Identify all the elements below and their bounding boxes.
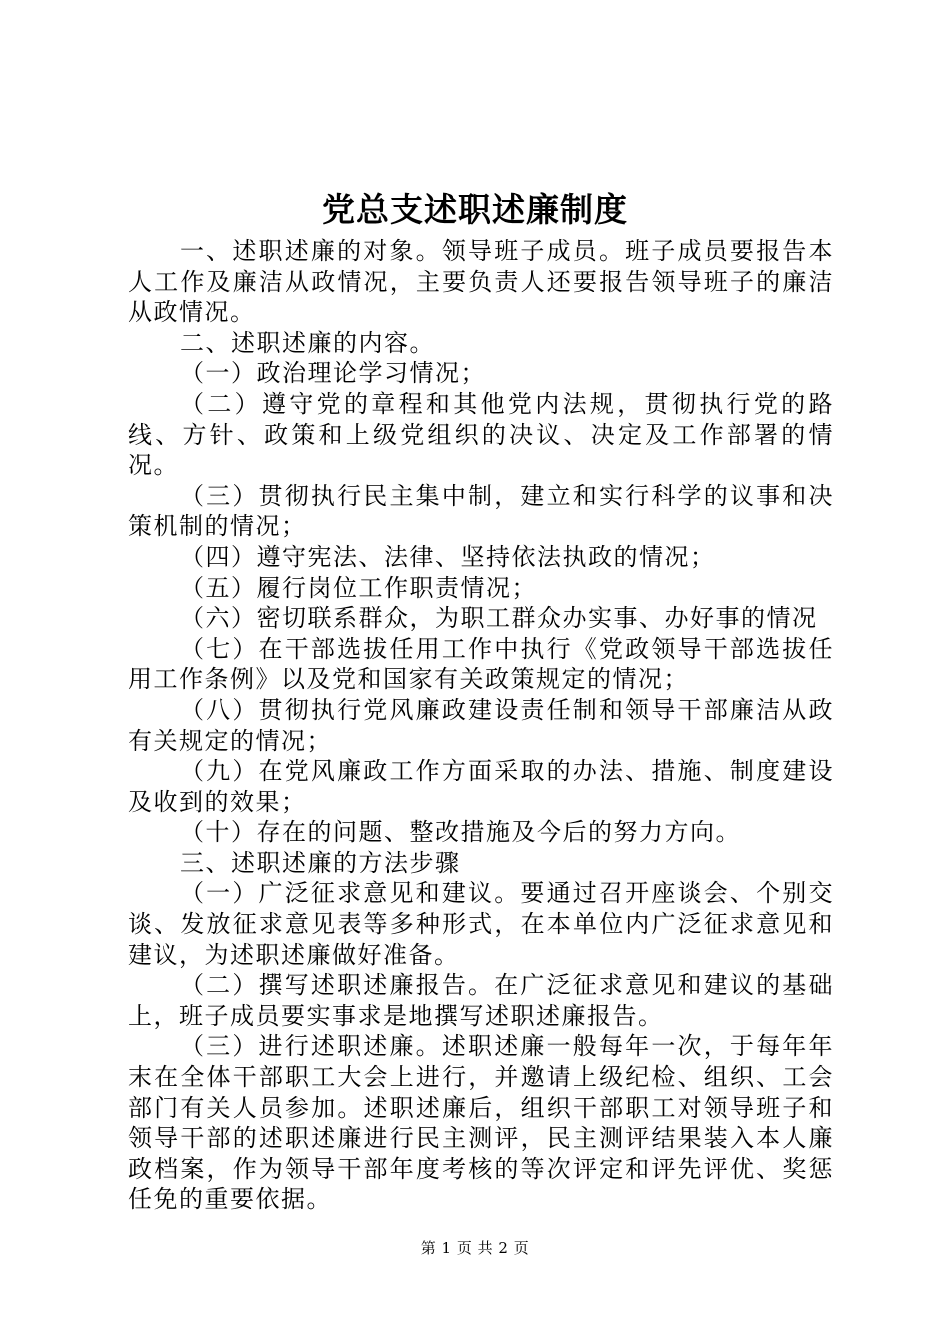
list-item: （二）遵守党的章程和其他党内法规，贯彻执行党的路线、方针、政策和上级党组织的决议、决定及工作部署的情况。 bbox=[128, 389, 834, 480]
list-item: （九）在党风廉政工作方面采取的办法、措施、制度建设及收到的效果； bbox=[128, 757, 834, 816]
page-footer: 第 1 页 共 2 页 bbox=[420, 1239, 530, 1257]
list-item: （十）存在的问题、整改措施及今后的努力方向。 bbox=[180, 818, 741, 847]
list-item: （一）政治理论学习情况； bbox=[180, 359, 486, 388]
section-heading: 二、述职述廉的内容。 bbox=[180, 328, 435, 357]
section-heading: 三、述职述廉的方法步骤 bbox=[180, 848, 461, 877]
list-item: （三）进行述职述廉。述职述廉一般每年一次，于每年年末在全体干部职工大会上进行，并邀请上级纪检、组织、工会部门有关人员参加。述职述廉后，组织干部职工对领导班子和领导干部的述职述廉进行民主测评，民主测评结果装入本人廉政档案，作为领导干部年度考核的等次评定和评先评优、奖惩任免的重要依据。 bbox=[128, 1032, 834, 1214]
list-item: （六）密切联系群众，为职工群众办实事、办好事的情况 bbox=[180, 604, 818, 633]
paragraph: 一、述职述廉的对象。领导班子成员。班子成员要报告本人工作及廉洁从政情况，主要负责人还要报告领导班子的廉洁从政情况。 bbox=[128, 237, 834, 327]
list-item: （三）贯彻执行民主集中制，建立和实行科学的议事和决策机制的情况； bbox=[128, 481, 834, 541]
document-title: 党总支述职述廉制度 bbox=[322, 190, 628, 229]
list-item: （八）贯彻执行党风廉政建设责任制和领导干部廉洁从政有关规定的情况； bbox=[128, 695, 834, 755]
list-item: （五）履行岗位工作职责情况； bbox=[180, 573, 537, 602]
list-item: （一）广泛征求意见和建议。要通过召开座谈会、个别交谈、发放征求意见表等多种形式，在本单位内广泛征求意见和建议，为述职述廉做好准备。 bbox=[128, 879, 834, 969]
list-item: （七）在干部选拔任用工作中执行《党政领导干部选拔任用工作条例》以及党和国家有关政策规定的情况； bbox=[128, 634, 834, 694]
document-body bbox=[128, 236, 834, 1215]
list-item: （四）遵守宪法、法律、坚持依法执政的情况； bbox=[180, 542, 716, 571]
list-item: （二）撰写述职述廉报告。在广泛征求意见和建议的基础上，班子成员要实事求是地撰写述职述廉报告。 bbox=[128, 971, 834, 1030]
